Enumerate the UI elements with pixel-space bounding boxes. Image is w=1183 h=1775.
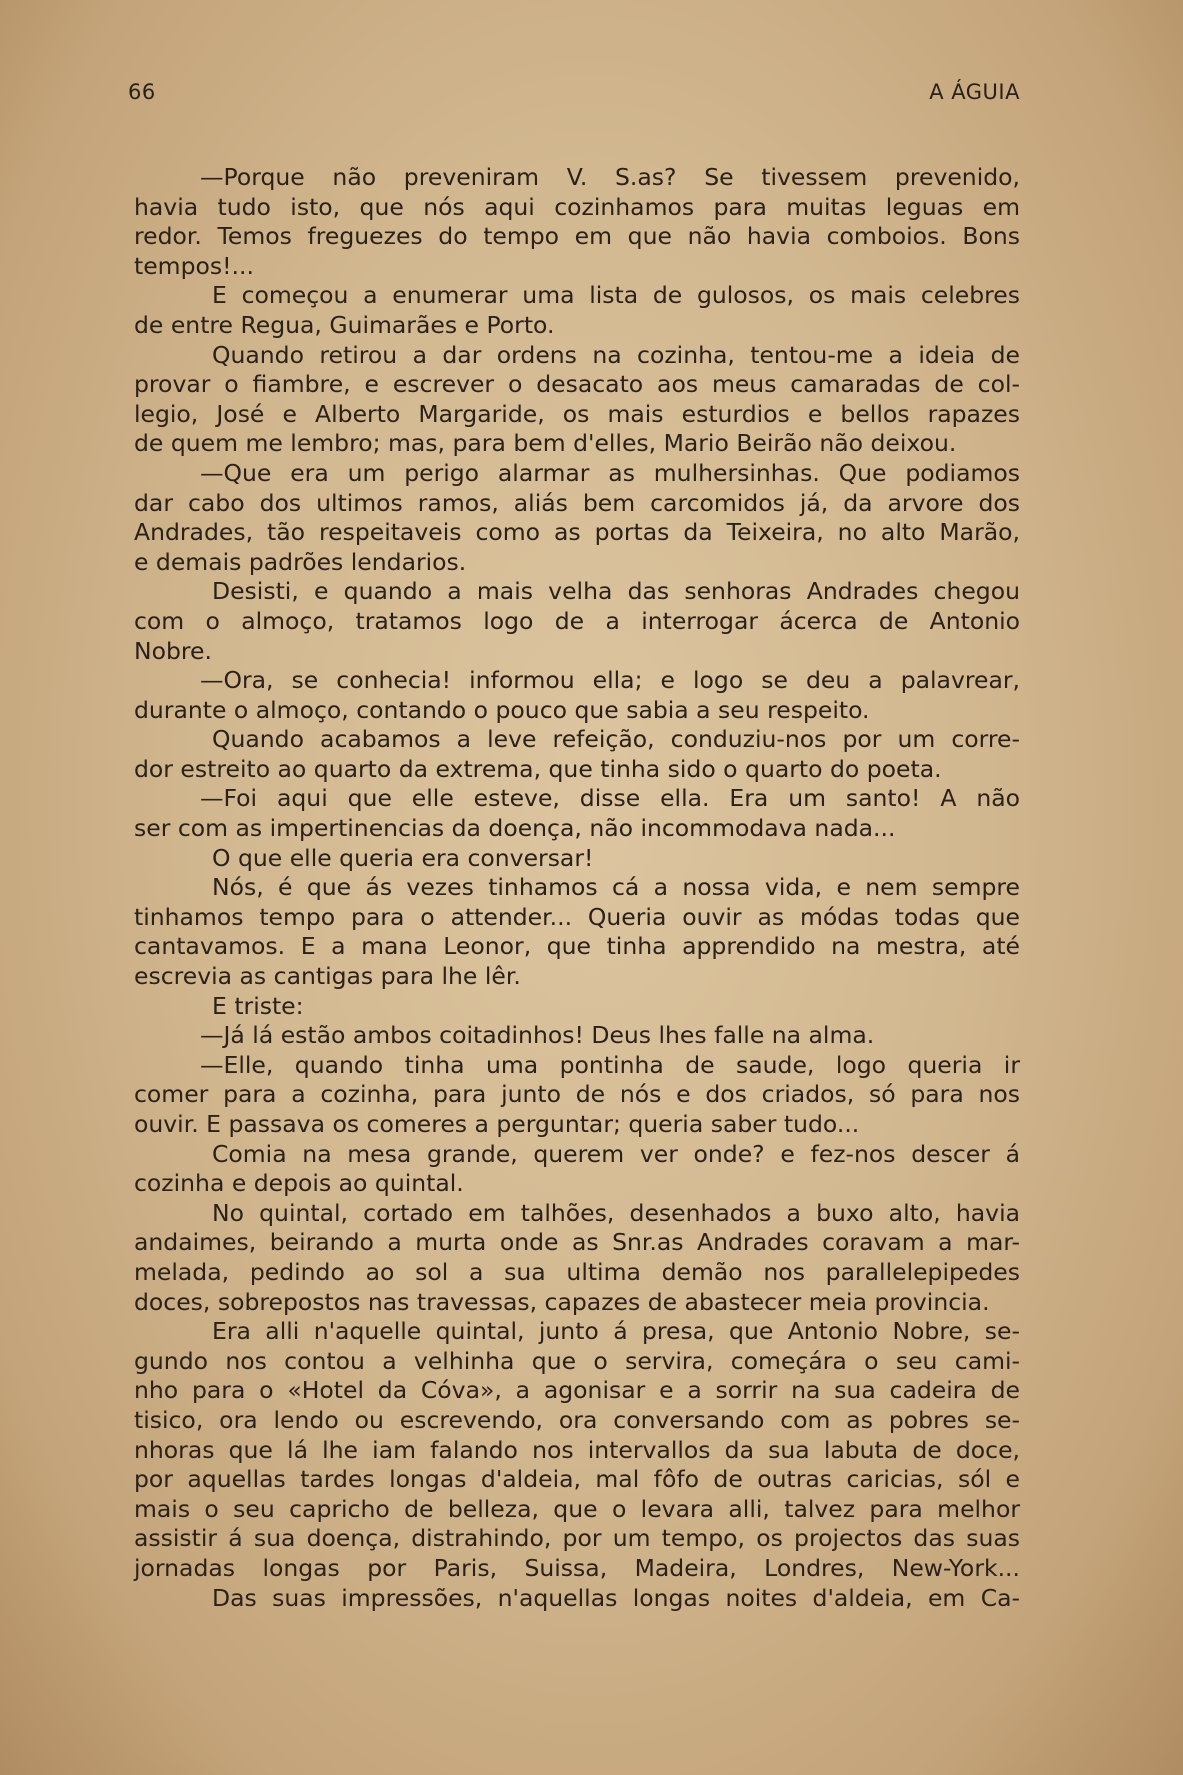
text-line: —Porque não preveniram V. S.as? Se tivessem prevenido, [200,163,1020,191]
text-line: andaimes, beirando a murta onde as Snr.as Andrades coravam a mar- [134,1228,1020,1257]
text-line: No quintal, cortado em talhões, desenhados a buxo alto, havia [212,1198,1020,1227]
text-line: cantavamos. E a mana Leonor, que tinha apprendido na mestra, até [134,932,1020,961]
text-line: nhoras que lá lhe iam falando nos intervallos da sua labuta de doce, [134,1435,1020,1464]
text-line: escrevia as cantigas para lhe lêr. [134,962,521,991]
text-line: —Ora, se conhecia! informou ella; e logo se deu a palavrear, [200,666,1020,695]
text-line: —Foi aqui que elle esteve, disse ella. Era um santo! A não [200,784,1020,813]
text-line: cozinha e depois ao quintal. [134,1169,464,1198]
text-line: dar cabo dos ultimos ramos, aliás bem carcomidos já, da arvore dos [134,488,1020,517]
text-line: tinhamos tempo para o attender... Queria ouvir as módas todas que [134,902,1020,931]
page-number: 66 [128,80,156,104]
body-text [134,163,1020,1613]
text-line: Comia na mesa grande, querem ver onde? e fez-nos descer á [212,1139,1020,1168]
text-line: por aquellas tardes longas d'aldeia, mal fôfo de outras caricias, sól e [134,1465,1020,1494]
text-line: Desisti, e quando a mais velha das senhoras Andrades chegou [212,577,1020,606]
text-line: jornadas longas por Paris, Suissa, Madeira, Londres, New-York... [134,1553,1020,1582]
text-line: durante o almoço, contando o pouco que sabia a seu respeito. [134,695,870,724]
text-line: gundo nos contou a velhinha que o servira, começára o seu cami- [134,1346,1020,1375]
text-line: nho para o «Hotel da Cóva», a agonisar e a sorrir na sua cadeira de [134,1376,1020,1405]
text-line: havia tudo isto, que nós aqui cozinhamos para muitas leguas em [134,192,1020,221]
text-line: dor estreito ao quarto da extrema, que tinha sido o quarto do poeta. [134,754,942,783]
text-line: Das suas impressões, n'aquellas longas noites d'aldeia, em Ca- [212,1583,1020,1612]
text-line: de entre Regua, Guimarães e Porto. [134,310,555,339]
text-line: e demais padrões lendarios. [134,547,467,576]
text-line: provar o fiambre, e escrever o desacato aos meus camaradas de col- [134,370,1020,399]
text-line: doces, sobrepostos nas travessas, capazes de abastecer meia provincia. [134,1287,990,1316]
text-line: ser com as impertinencias da doença, não incommodava nada... [134,814,896,843]
text-line: Quando retirou a dar ordens na cozinha, tentou-me a ideia de [212,340,1020,369]
text-line: assistir á sua doença, distrahindo, por um tempo, os projectos das suas [134,1524,1020,1553]
text-line: E triste: [212,991,304,1020]
text-line: —Que era um perigo alarmar as mulhersinhas. Que podiamos [200,458,1020,487]
text-line: de quem me lembro; mas, para bem d'elles, Mario Beirão não deixou. [134,429,957,458]
text-line: tisico, ora lendo ou escrevendo, ora conversando com as pobres se- [134,1405,1020,1434]
text-line: mais o seu capricho de belleza, que o levara alli, talvez para melhor [134,1494,1020,1523]
text-line: Nobre. [134,636,212,665]
text-line: Era alli n'aquelle quintal, junto á presa, que Antonio Nobre, se- [212,1317,1020,1346]
text-line: E começou a enumerar uma lista de gulosos, os mais celebres [212,281,1020,310]
text-line: ouvir. E passava os comeres a perguntar; queria saber tudo... [134,1110,860,1138]
text-line: legio, José e Alberto Margaride, os mais esturdios e bellos rapazes [134,399,1020,428]
text-line: redor. Temos freguezes do tempo em que não havia comboios. Bons [134,222,1020,251]
text-line: —Elle, quando tinha uma pontinha de saude, logo queria ir [200,1050,1020,1079]
text-line: tempos!... [134,251,254,280]
text-line: melada, pedindo ao sol a sua ultima demão nos parallelepipedes [134,1257,1020,1286]
text-line: com o almoço, tratamos logo de a interrogar ácerca de Antonio [134,606,1020,635]
page-header [128,80,1020,110]
text-line: Andrades, tão respeitaveis como as portas da Teixeira, no alto Marão, [134,518,1020,547]
text-line: comer para a cozinha, para junto de nós e dos criados, só para nos [134,1080,1020,1109]
text-line: —Já lá estão ambos coitadinhos! Deus lhes falle na alma. [200,1021,875,1050]
text-line: O que elle queria era conversar! [212,843,594,872]
running-title: A ÁGUIA [929,80,1020,104]
text-line: Nós, é que ás vezes tinhamos cá a nossa vida, e nem sempre [212,873,1020,902]
text-line: Quando acabamos a leve refeição, conduziu-nos por um corre- [212,725,1020,754]
